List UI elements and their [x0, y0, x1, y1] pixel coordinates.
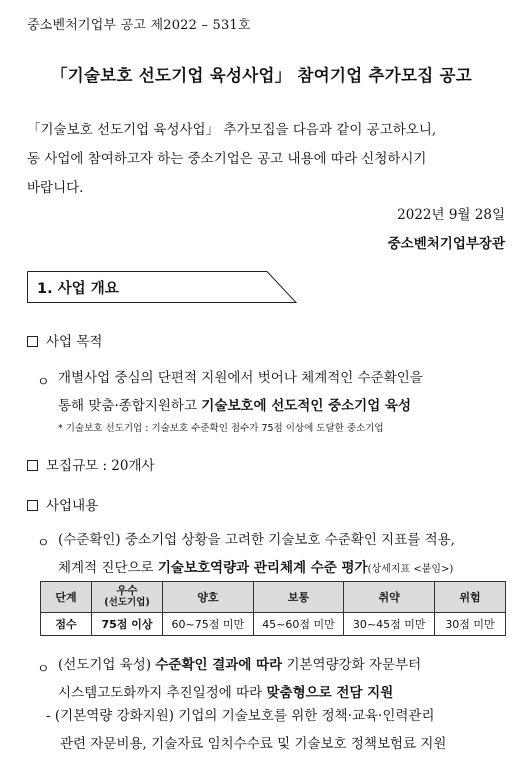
scale-label: 모집규모 : 20개사 [46, 458, 155, 474]
table-header-cell: 보통 [253, 582, 344, 613]
content-line-text: (선도기업 육성) [58, 657, 156, 673]
content-line: (수준확인) 중소기업 상황을 고려한 기술보호 수준확인 지표를 적용, [58, 532, 455, 548]
announcement-date: 2022년 9월 28일 [397, 207, 505, 223]
table-header-cell: 양호 [163, 582, 254, 613]
content-sub1-text [46, 702, 446, 758]
content-emphasis: 맞춤형으로 전담 지원 [266, 685, 394, 701]
purpose-heading [27, 330, 102, 350]
content-line: 관련 자문비용, 기술자료 임치수수료 및 기술보호 정책보험료 지원 [60, 736, 447, 752]
intro-paragraph [27, 116, 507, 203]
table-header-cell: 단계 [41, 582, 92, 613]
checkbox-square-icon [27, 336, 38, 347]
scale-heading [27, 454, 155, 474]
bullet-icon: ㅇ [37, 375, 50, 390]
header-sub: (선도기업) [104, 597, 150, 608]
content-line-text: 시스템고도화까지 추진일정에 따라 [58, 685, 267, 701]
purpose-line [58, 392, 423, 420]
content-line-text: 기본역량강화 자문부터 [282, 657, 422, 673]
table-cell: 30~45점 미만 [344, 613, 435, 636]
content-detail-ref: (상세지표 <붙임>) [367, 564, 454, 575]
content-line-text: 체계적 진단으로 [58, 560, 158, 576]
checkbox-square-icon [27, 500, 38, 511]
table-header-cell: 취약 [344, 582, 435, 613]
table-header-cell [92, 582, 163, 613]
purpose-text [58, 364, 423, 420]
table-cell: 30점 미만 [435, 613, 506, 636]
content-item2-text [58, 651, 421, 707]
content-line [58, 554, 455, 584]
document-title: 「기술보호 선도기업 육성사업」 참여기업 추가모집 공고 [50, 66, 473, 85]
table-row [41, 613, 506, 636]
purpose-line-text: 통해 맞춤·종합지원하고 [58, 398, 202, 414]
purpose-line: 개별사업 중심의 단편적 지원에서 벗어나 체계적인 수준확인을 [58, 370, 423, 386]
section-heading-box [27, 271, 297, 303]
purpose-note: * 기술보호 선도기업 : 기술보호 수준확인 점수가 75점 이상에 도달한 중소기업 [58, 423, 384, 434]
content-emphasis: 기술보호역량과 관리체계 수준 평가 [157, 560, 368, 576]
table-cell: 60~75점 미만 [163, 613, 254, 636]
table-header-row [41, 582, 506, 613]
content-line: - (기본역량 강화지원) 기업의 기술보호를 위한 정책·교육·인력관리 [46, 708, 435, 724]
bullet-icon: ㅇ [37, 662, 50, 677]
table-cell: 점수 [41, 613, 92, 636]
intro-line: 「기술보호 선도기업 육성사업」 추가모집을 다음과 같이 공고하오니, [27, 122, 437, 138]
issuer: 중소벤처기업부장관 [387, 236, 505, 252]
purpose-label: 사업 목적 [46, 334, 103, 350]
checkbox-square-icon [27, 460, 38, 471]
content-emphasis: 수준확인 결과에 따라 [155, 657, 283, 673]
intro-line: 동 사업에 참여하고자 하는 중소기업은 공고 내용에 따라 신청하시기 [27, 151, 427, 167]
intro-line: 바랍니다. [27, 180, 84, 196]
bullet-icon: ㅇ [37, 536, 50, 551]
table-cell: 45~60점 미만 [253, 613, 344, 636]
section-heading: 1. 사업 개요 [37, 281, 119, 297]
header-main: 우수 [116, 584, 138, 597]
content-label: 사업내용 [46, 498, 99, 514]
table-cell: 75점 이상 [92, 613, 163, 636]
content-heading [27, 494, 98, 514]
level-table [40, 581, 506, 636]
content-line [58, 651, 421, 679]
notice-number: 중소벤처기업부 공고 제2022 – 531호 [27, 18, 251, 33]
table-header-cell: 위험 [435, 582, 506, 613]
content-item1-text [58, 526, 455, 584]
purpose-emphasis: 기술보호에 선도적인 중소기업 육성 [201, 398, 412, 414]
